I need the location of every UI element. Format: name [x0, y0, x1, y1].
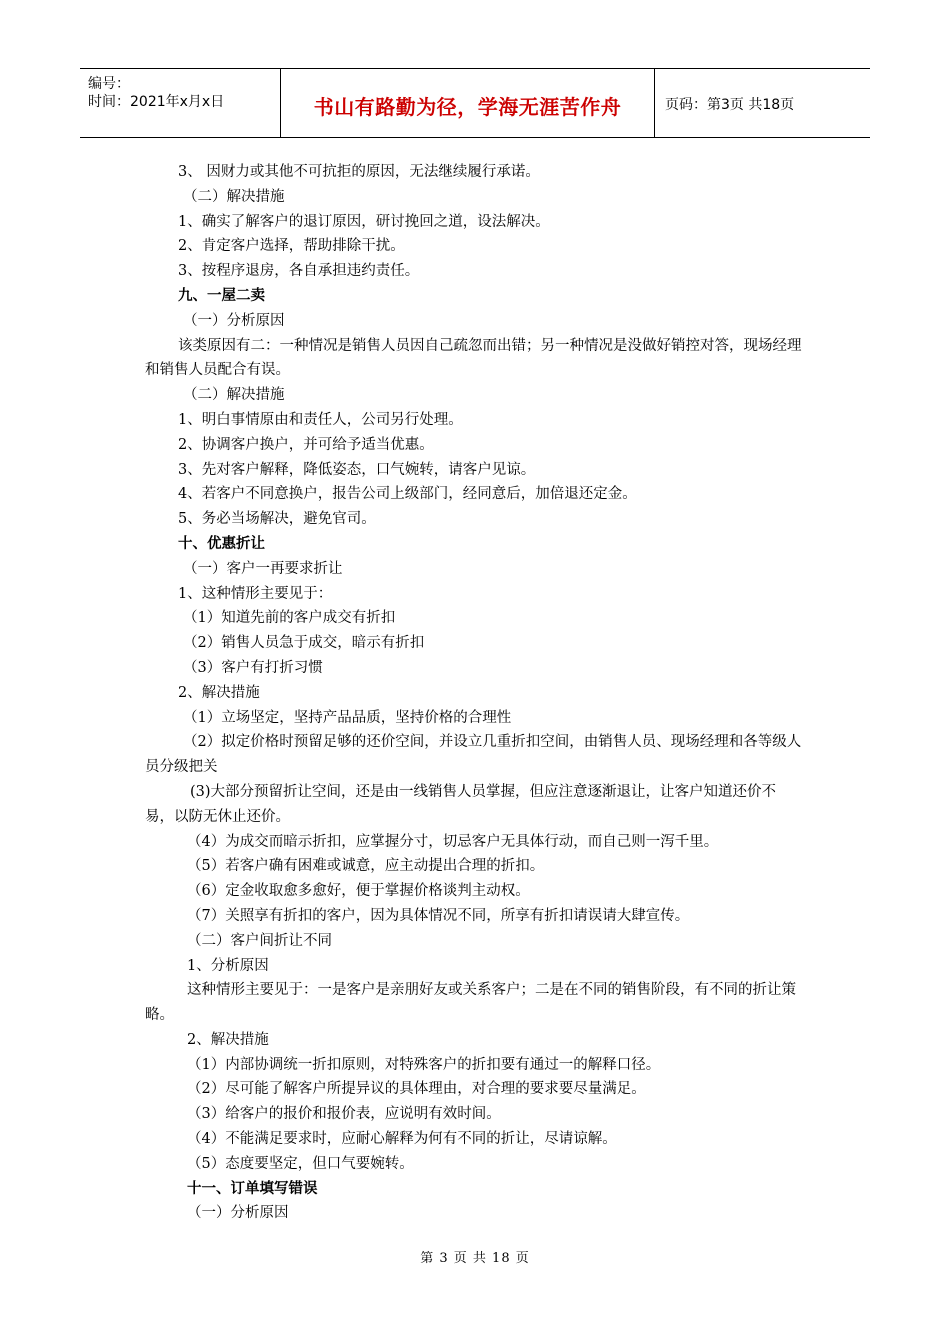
paragraph: （2）拟定价格时预留足够的还价空间，并设立几重折扣空间，由销售人员、现场经理和各等级人员分级把关: [145, 734, 802, 776]
subheading: （一）客户一再要求折让: [183, 560, 343, 577]
number-label: 编号：: [88, 76, 130, 92]
list-item: （1）知道先前的客户成交有折扣: [183, 610, 396, 627]
section-heading: 十、优惠折让: [178, 534, 265, 552]
subheading: （一）分析原因: [187, 1205, 289, 1222]
header-page-cell: [655, 69, 870, 137]
list-item: （5）态度要坚定，但口气要婉转。: [187, 1155, 414, 1172]
paragraph: 这种情形主要见于：一是客户是亲朋好友或关系客户；二是在不同的销售阶段，有不同的折让策略。: [145, 982, 796, 1024]
text-line: 3、先对客户解释，降低姿态，口气婉转，请客户见谅。: [178, 461, 536, 478]
text-line: 3、 因财力或其他不可抗拒的原因，无法继续履行承诺。: [178, 164, 540, 180]
text-line: 5、务必当场解决，避免官司。: [178, 511, 376, 528]
text-line: 2、肯定客户选择，帮助排除干扰。: [178, 238, 405, 255]
page-header: [80, 68, 870, 138]
paragraph: (3)大部分预留折让空间，还是由一线销售人员掌握，但应注意逐渐退让，让客户知道还价不易，以防无休止还价。: [145, 783, 777, 825]
text-line: 3、按程序退房，各自承担违约责任。: [178, 263, 420, 280]
section-heading: 十一、订单填写错误: [187, 1179, 318, 1197]
motto: 书山有路勤为径，学海无涯苦作舟: [313, 95, 622, 119]
subheading: （二）解决措施: [183, 387, 285, 404]
section-heading: 九、一屋二卖: [178, 286, 265, 304]
list-item: （5）若客户确有困难或诚意，应主动提出合理的折扣。: [187, 858, 545, 875]
list-item: （4）为成交而暗示折扣，应掌握分寸，切忌客户无具体行动，而自己则一泻千里。: [187, 833, 719, 850]
text-line: 4、若客户不同意换户，报告公司上级部门，经同意后，加倍退还定金。: [178, 486, 637, 503]
text-line: 2、解决措施: [187, 1031, 269, 1048]
time-label: 时间：2021年x月x日: [88, 94, 225, 110]
paragraph: 该类原因有二：一种情况是销售人员因自己疏忽而出错；另一种情况是没做好销控对答，现场经理和销售人员配合有误。: [145, 337, 802, 379]
list-item: （3）给客户的报价和报价表，应说明有效时间。: [187, 1106, 501, 1123]
list-item: （7）关照享有折扣的客户，因为具体情况不同，所享有折扣请误请大肆宣传。: [187, 907, 690, 924]
text-line: 1、这种情形主要见于：: [178, 585, 333, 602]
text-line: 2、解决措施: [178, 684, 260, 701]
header-page-info: 页码：第3页 共18页: [665, 97, 795, 113]
list-item: （2）销售人员急于成交，暗示有折扣: [183, 635, 425, 652]
list-item: （2）尽可能了解客户所提异议的具体理由，对合理的要求要尽量满足。: [187, 1081, 646, 1098]
subheading: （二）解决措施: [183, 188, 285, 205]
subheading: （一）分析原因: [183, 312, 285, 329]
list-item: （1）立场坚定，坚持产品品质，坚持价格的合理性: [183, 709, 512, 726]
text-line: 1、分析原因: [187, 957, 269, 974]
list-item: （4）不能满足要求时，应耐心解释为何有不同的折让，尽请谅解。: [187, 1131, 617, 1148]
list-item: （6）定金收取愈多愈好，便于掌握价格谈判主动权。: [187, 883, 530, 900]
list-item: （3）客户有打折习惯: [183, 659, 323, 676]
page-footer: 第 3 页 共 18 页: [420, 1251, 530, 1266]
text-line: 1、明白事情原由和责任人，公司另行处理。: [178, 411, 463, 428]
header-meta-cell: [80, 69, 281, 137]
text-line: 1、确实了解客户的退订原因，研讨挽回之道，设法解决。: [178, 213, 550, 230]
document-body: [145, 160, 805, 1226]
subheading: （二）客户间折让不同: [187, 932, 332, 949]
text-line: 2、协调客户换户，并可给予适当优惠。: [178, 436, 434, 453]
list-item: （1）内部协调统一折扣原则，对特殊客户的折扣要有通过一的解释口径。: [187, 1056, 661, 1073]
header-motto-cell: [281, 69, 655, 137]
